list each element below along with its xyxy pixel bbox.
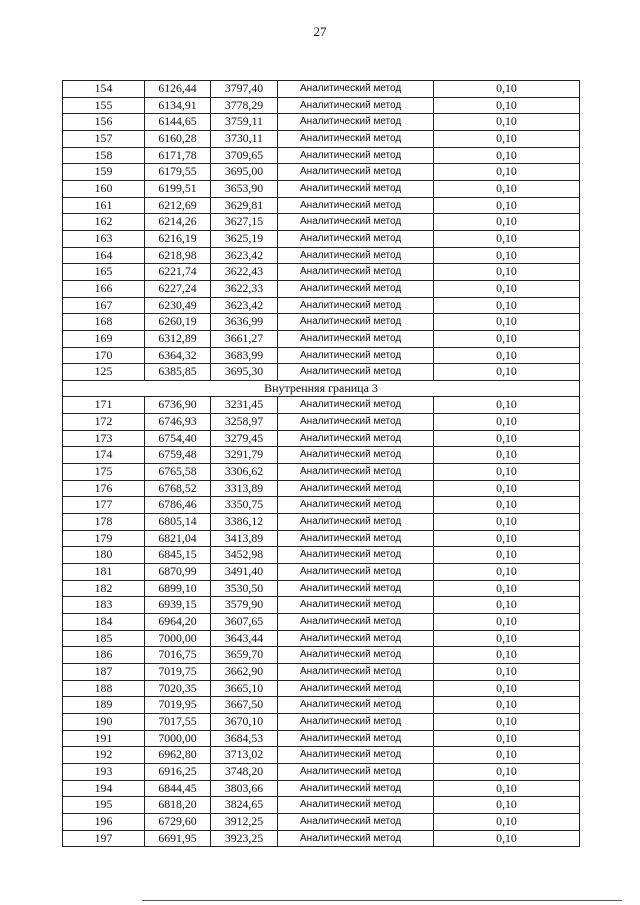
point-number-cell: 191 <box>63 730 145 747</box>
accuracy-cell: 0,10 <box>434 147 580 164</box>
accuracy-cell: 0,10 <box>434 697 580 714</box>
accuracy-cell: 0,10 <box>434 314 580 331</box>
y-coordinate-cell: 3306,62 <box>211 464 278 481</box>
table-row <box>63 480 580 497</box>
table-row <box>63 580 580 597</box>
x-coordinate-cell: 6212,69 <box>145 197 211 214</box>
page-number: 27 <box>313 24 327 39</box>
y-coordinate-cell: 3350,75 <box>211 497 278 514</box>
accuracy-cell: 0,10 <box>434 297 580 314</box>
table-row <box>63 797 580 814</box>
accuracy-cell: 0,10 <box>434 214 580 231</box>
point-number-cell: 157 <box>63 130 145 147</box>
accuracy-cell: 0,10 <box>434 547 580 564</box>
table-row <box>63 180 580 197</box>
point-number-cell: 189 <box>63 697 145 714</box>
method-cell: Аналитический метод <box>278 630 434 647</box>
method-cell: Аналитический метод <box>278 230 434 247</box>
x-coordinate-cell: 7017,55 <box>145 713 211 730</box>
accuracy-cell: 0,10 <box>434 580 580 597</box>
y-coordinate-cell: 3291,79 <box>211 447 278 464</box>
point-number-cell: 162 <box>63 214 145 231</box>
accuracy-cell: 0,10 <box>434 414 580 431</box>
point-number-cell: 167 <box>63 297 145 314</box>
accuracy-cell: 0,10 <box>434 514 580 531</box>
accuracy-cell: 0,10 <box>434 747 580 764</box>
table-row <box>63 130 580 147</box>
y-coordinate-cell: 3709,65 <box>211 147 278 164</box>
point-number-cell: 172 <box>63 414 145 431</box>
x-coordinate-cell: 6227,24 <box>145 280 211 297</box>
y-coordinate-cell: 3923,25 <box>211 830 278 847</box>
table-row <box>63 347 580 364</box>
coordinates-table <box>62 80 580 847</box>
accuracy-cell: 0,10 <box>434 780 580 797</box>
method-cell: Аналитический метод <box>278 197 434 214</box>
accuracy-cell: 0,10 <box>434 247 580 264</box>
point-number-cell: 186 <box>63 647 145 664</box>
method-cell: Аналитический метод <box>278 480 434 497</box>
method-cell: Аналитический метод <box>278 697 434 714</box>
point-number-cell: 159 <box>63 164 145 181</box>
table-row <box>63 197 580 214</box>
method-cell: Аналитический метод <box>278 364 434 381</box>
accuracy-cell: 0,10 <box>434 530 580 547</box>
method-cell: Аналитический метод <box>278 180 434 197</box>
point-number-cell: 187 <box>63 663 145 680</box>
method-cell: Аналитический метод <box>278 663 434 680</box>
x-coordinate-cell: 6964,20 <box>145 614 211 631</box>
method-cell: Аналитический метод <box>278 397 434 414</box>
point-number-cell: 161 <box>63 197 145 214</box>
method-cell: Аналитический метод <box>278 264 434 281</box>
point-number-cell: 160 <box>63 180 145 197</box>
x-coordinate-cell: 6171,78 <box>145 147 211 164</box>
accuracy-cell: 0,10 <box>434 347 580 364</box>
y-coordinate-cell: 3797,40 <box>211 81 278 98</box>
y-coordinate-cell: 3695,30 <box>211 364 278 381</box>
accuracy-cell: 0,10 <box>434 114 580 131</box>
method-cell: Аналитический метод <box>278 597 434 614</box>
method-cell: Аналитический метод <box>278 680 434 697</box>
accuracy-cell: 0,10 <box>434 197 580 214</box>
x-coordinate-cell: 6221,74 <box>145 264 211 281</box>
method-cell: Аналитический метод <box>278 530 434 547</box>
table-row <box>63 464 580 481</box>
table-row <box>63 164 580 181</box>
point-number-cell: 185 <box>63 630 145 647</box>
x-coordinate-cell: 6768,52 <box>145 480 211 497</box>
point-number-cell: 196 <box>63 813 145 830</box>
method-cell: Аналитический метод <box>278 130 434 147</box>
point-number-cell: 183 <box>63 597 145 614</box>
point-number-cell: 181 <box>63 564 145 581</box>
accuracy-cell: 0,10 <box>434 180 580 197</box>
accuracy-cell: 0,10 <box>434 614 580 631</box>
accuracy-cell: 0,10 <box>434 680 580 697</box>
x-coordinate-cell: 6218,98 <box>145 247 211 264</box>
table-row <box>63 97 580 114</box>
method-cell: Аналитический метод <box>278 247 434 264</box>
table-row <box>63 614 580 631</box>
method-cell: Аналитический метод <box>278 564 434 581</box>
x-coordinate-cell: 6916,25 <box>145 763 211 780</box>
table-row <box>63 780 580 797</box>
y-coordinate-cell: 3748,20 <box>211 763 278 780</box>
accuracy-cell: 0,10 <box>434 830 580 847</box>
y-coordinate-cell: 3912,25 <box>211 813 278 830</box>
x-coordinate-cell: 6691,95 <box>145 830 211 847</box>
accuracy-cell: 0,10 <box>434 813 580 830</box>
table-row <box>63 697 580 714</box>
coordinates-table-body <box>63 81 580 847</box>
x-coordinate-cell: 7000,00 <box>145 630 211 647</box>
accuracy-cell: 0,10 <box>434 330 580 347</box>
y-coordinate-cell: 3670,10 <box>211 713 278 730</box>
y-coordinate-cell: 3730,11 <box>211 130 278 147</box>
y-coordinate-cell: 3684,53 <box>211 730 278 747</box>
accuracy-cell: 0,10 <box>434 130 580 147</box>
point-number-cell: 193 <box>63 763 145 780</box>
method-cell: Аналитический метод <box>278 147 434 164</box>
accuracy-cell: 0,10 <box>434 497 580 514</box>
y-coordinate-cell: 3695,00 <box>211 164 278 181</box>
point-number-cell: 169 <box>63 330 145 347</box>
x-coordinate-cell: 6844,45 <box>145 780 211 797</box>
x-coordinate-cell: 6214,26 <box>145 214 211 231</box>
method-cell: Аналитический метод <box>278 164 434 181</box>
point-number-cell: 188 <box>63 680 145 697</box>
table-row <box>63 547 580 564</box>
y-coordinate-cell: 3824,65 <box>211 797 278 814</box>
table-row <box>63 81 580 98</box>
method-cell: Аналитический метод <box>278 114 434 131</box>
x-coordinate-cell: 6939,15 <box>145 597 211 614</box>
y-coordinate-cell: 3713,02 <box>211 747 278 764</box>
accuracy-cell: 0,10 <box>434 397 580 414</box>
x-coordinate-cell: 7016,75 <box>145 647 211 664</box>
y-coordinate-cell: 3625,19 <box>211 230 278 247</box>
point-number-cell: 178 <box>63 514 145 531</box>
y-coordinate-cell: 3665,10 <box>211 680 278 697</box>
point-number-cell: 177 <box>63 497 145 514</box>
method-cell: Аналитический метод <box>278 414 434 431</box>
x-coordinate-cell: 6199,51 <box>145 180 211 197</box>
y-coordinate-cell: 3661,27 <box>211 330 278 347</box>
x-coordinate-cell: 7019,75 <box>145 663 211 680</box>
accuracy-cell: 0,10 <box>434 663 580 680</box>
point-number-cell: 174 <box>63 447 145 464</box>
x-coordinate-cell: 6216,19 <box>145 230 211 247</box>
table-row <box>63 680 580 697</box>
y-coordinate-cell: 3530,50 <box>211 580 278 597</box>
table-row <box>63 497 580 514</box>
method-cell: Аналитический метод <box>278 430 434 447</box>
accuracy-cell: 0,10 <box>434 647 580 664</box>
y-coordinate-cell: 3279,45 <box>211 430 278 447</box>
table-row <box>63 713 580 730</box>
y-coordinate-cell: 3667,50 <box>211 697 278 714</box>
point-number-cell: 173 <box>63 430 145 447</box>
method-cell: Аналитический метод <box>278 730 434 747</box>
x-coordinate-cell: 6754,40 <box>145 430 211 447</box>
accuracy-cell: 0,10 <box>434 364 580 381</box>
x-coordinate-cell: 7000,00 <box>145 730 211 747</box>
point-number-cell: 192 <box>63 747 145 764</box>
x-coordinate-cell: 6821,04 <box>145 530 211 547</box>
table-row <box>63 530 580 547</box>
y-coordinate-cell: 3627,15 <box>211 214 278 231</box>
y-coordinate-cell: 3629,81 <box>211 197 278 214</box>
table-row <box>63 214 580 231</box>
table-row <box>63 514 580 531</box>
x-coordinate-cell: 6160,28 <box>145 130 211 147</box>
y-coordinate-cell: 3607,65 <box>211 614 278 631</box>
y-coordinate-cell: 3452,98 <box>211 547 278 564</box>
y-coordinate-cell: 3231,45 <box>211 397 278 414</box>
accuracy-cell: 0,10 <box>434 280 580 297</box>
y-coordinate-cell: 3636,99 <box>211 314 278 331</box>
y-coordinate-cell: 3258,97 <box>211 414 278 431</box>
point-number-cell: 125 <box>63 364 145 381</box>
method-cell: Аналитический метод <box>278 580 434 597</box>
method-cell: Аналитический метод <box>278 81 434 98</box>
method-cell: Аналитический метод <box>278 547 434 564</box>
table-row <box>63 397 580 414</box>
table-row <box>63 280 580 297</box>
table-row <box>63 564 580 581</box>
y-coordinate-cell: 3491,40 <box>211 564 278 581</box>
x-coordinate-cell: 6759,48 <box>145 447 211 464</box>
method-cell: Аналитический метод <box>278 280 434 297</box>
accuracy-cell: 0,10 <box>434 797 580 814</box>
accuracy-cell: 0,10 <box>434 430 580 447</box>
accuracy-cell: 0,10 <box>434 763 580 780</box>
x-coordinate-cell: 6736,90 <box>145 397 211 414</box>
point-number-cell: 168 <box>63 314 145 331</box>
x-coordinate-cell: 6746,93 <box>145 414 211 431</box>
accuracy-cell: 0,10 <box>434 597 580 614</box>
section-title: Внутренняя граница 3 <box>63 380 580 397</box>
table-row <box>63 314 580 331</box>
x-coordinate-cell: 6134,91 <box>145 97 211 114</box>
point-number-cell: 175 <box>63 464 145 481</box>
point-number-cell: 197 <box>63 830 145 847</box>
point-number-cell: 184 <box>63 614 145 631</box>
method-cell: Аналитический метод <box>278 747 434 764</box>
y-coordinate-cell: 3659,70 <box>211 647 278 664</box>
table-row <box>63 663 580 680</box>
y-coordinate-cell: 3803,66 <box>211 780 278 797</box>
point-number-cell: 179 <box>63 530 145 547</box>
point-number-cell: 171 <box>63 397 145 414</box>
x-coordinate-cell: 6385,85 <box>145 364 211 381</box>
x-coordinate-cell: 6364,32 <box>145 347 211 364</box>
x-coordinate-cell: 6230,49 <box>145 297 211 314</box>
table-row <box>63 330 580 347</box>
accuracy-cell: 0,10 <box>434 81 580 98</box>
table-row <box>63 730 580 747</box>
x-coordinate-cell: 6179,55 <box>145 164 211 181</box>
table-row <box>63 597 580 614</box>
method-cell: Аналитический метод <box>278 464 434 481</box>
bottom-rule <box>142 900 622 901</box>
x-coordinate-cell: 6805,14 <box>145 514 211 531</box>
table-row <box>63 230 580 247</box>
table-row <box>63 647 580 664</box>
y-coordinate-cell: 3623,42 <box>211 297 278 314</box>
method-cell: Аналитический метод <box>278 797 434 814</box>
x-coordinate-cell: 6144,65 <box>145 114 211 131</box>
method-cell: Аналитический метод <box>278 447 434 464</box>
point-number-cell: 164 <box>63 247 145 264</box>
y-coordinate-cell: 3759,11 <box>211 114 278 131</box>
method-cell: Аналитический метод <box>278 97 434 114</box>
table-row <box>63 364 580 381</box>
x-coordinate-cell: 6312,89 <box>145 330 211 347</box>
y-coordinate-cell: 3643,44 <box>211 630 278 647</box>
x-coordinate-cell: 6818,20 <box>145 797 211 814</box>
x-coordinate-cell: 7019,95 <box>145 697 211 714</box>
method-cell: Аналитический метод <box>278 830 434 847</box>
accuracy-cell: 0,10 <box>434 730 580 747</box>
table-row <box>63 430 580 447</box>
y-coordinate-cell: 3622,33 <box>211 280 278 297</box>
y-coordinate-cell: 3413,89 <box>211 530 278 547</box>
point-number-cell: 154 <box>63 81 145 98</box>
accuracy-cell: 0,10 <box>434 480 580 497</box>
x-coordinate-cell: 7020,35 <box>145 680 211 697</box>
accuracy-cell: 0,10 <box>434 464 580 481</box>
accuracy-cell: 0,10 <box>434 630 580 647</box>
table-row <box>63 114 580 131</box>
point-number-cell: 190 <box>63 713 145 730</box>
point-number-cell: 165 <box>63 264 145 281</box>
x-coordinate-cell: 6765,58 <box>145 464 211 481</box>
table-row <box>63 147 580 164</box>
table-row <box>63 447 580 464</box>
method-cell: Аналитический метод <box>278 297 434 314</box>
point-number-cell: 180 <box>63 547 145 564</box>
accuracy-cell: 0,10 <box>434 564 580 581</box>
accuracy-cell: 0,10 <box>434 97 580 114</box>
method-cell: Аналитический метод <box>278 214 434 231</box>
point-number-cell: 194 <box>63 780 145 797</box>
point-number-cell: 156 <box>63 114 145 131</box>
table-row <box>63 747 580 764</box>
method-cell: Аналитический метод <box>278 614 434 631</box>
x-coordinate-cell: 6962,80 <box>145 747 211 764</box>
y-coordinate-cell: 3683,99 <box>211 347 278 364</box>
x-coordinate-cell: 6729,60 <box>145 813 211 830</box>
section-header-row <box>63 380 580 397</box>
table-row <box>63 830 580 847</box>
table-row <box>63 414 580 431</box>
method-cell: Аналитический метод <box>278 813 434 830</box>
accuracy-cell: 0,10 <box>434 164 580 181</box>
y-coordinate-cell: 3622,43 <box>211 264 278 281</box>
x-coordinate-cell: 6786,46 <box>145 497 211 514</box>
method-cell: Аналитический метод <box>278 763 434 780</box>
method-cell: Аналитический метод <box>278 780 434 797</box>
table-row <box>63 763 580 780</box>
point-number-cell: 166 <box>63 280 145 297</box>
method-cell: Аналитический метод <box>278 314 434 331</box>
point-number-cell: 158 <box>63 147 145 164</box>
table-row <box>63 630 580 647</box>
y-coordinate-cell: 3579,90 <box>211 597 278 614</box>
x-coordinate-cell: 6845,15 <box>145 547 211 564</box>
table-row <box>63 813 580 830</box>
method-cell: Аналитический метод <box>278 514 434 531</box>
x-coordinate-cell: 6260,19 <box>145 314 211 331</box>
point-number-cell: 176 <box>63 480 145 497</box>
method-cell: Аналитический метод <box>278 330 434 347</box>
y-coordinate-cell: 3623,42 <box>211 247 278 264</box>
method-cell: Аналитический метод <box>278 647 434 664</box>
x-coordinate-cell: 6870,99 <box>145 564 211 581</box>
point-number-cell: 182 <box>63 580 145 597</box>
y-coordinate-cell: 3662,90 <box>211 663 278 680</box>
y-coordinate-cell: 3313,89 <box>211 480 278 497</box>
point-number-cell: 170 <box>63 347 145 364</box>
accuracy-cell: 0,10 <box>434 713 580 730</box>
y-coordinate-cell: 3778,29 <box>211 97 278 114</box>
method-cell: Аналитический метод <box>278 347 434 364</box>
table-row <box>63 247 580 264</box>
x-coordinate-cell: 6126,44 <box>145 81 211 98</box>
accuracy-cell: 0,10 <box>434 230 580 247</box>
point-number-cell: 163 <box>63 230 145 247</box>
method-cell: Аналитический метод <box>278 713 434 730</box>
point-number-cell: 155 <box>63 97 145 114</box>
x-coordinate-cell: 6899,10 <box>145 580 211 597</box>
point-number-cell: 195 <box>63 797 145 814</box>
method-cell: Аналитический метод <box>278 497 434 514</box>
accuracy-cell: 0,10 <box>434 447 580 464</box>
table-row <box>63 297 580 314</box>
accuracy-cell: 0,10 <box>434 264 580 281</box>
y-coordinate-cell: 3653,90 <box>211 180 278 197</box>
table-row <box>63 264 580 281</box>
y-coordinate-cell: 3386,12 <box>211 514 278 531</box>
